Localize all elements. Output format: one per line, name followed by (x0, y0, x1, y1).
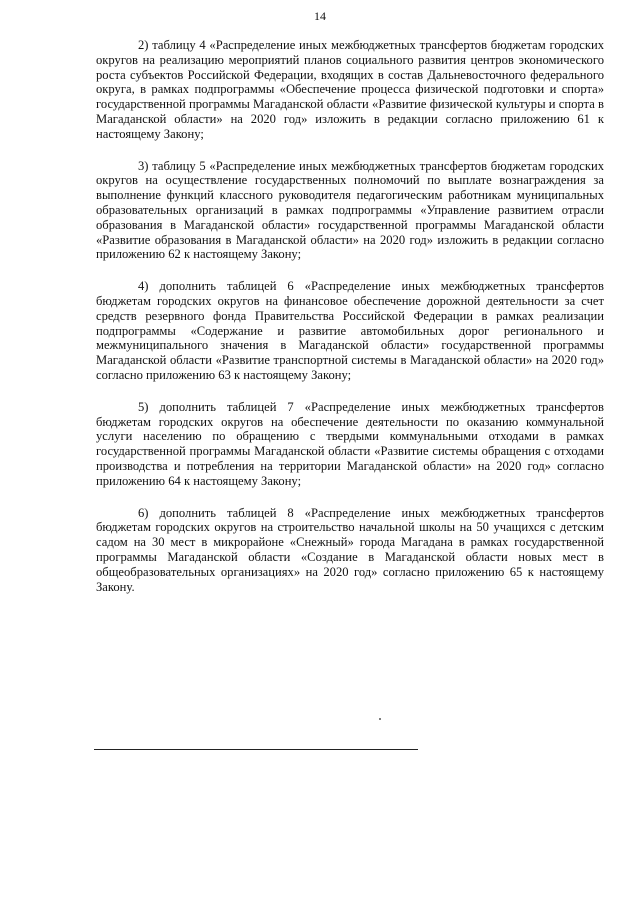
scan-speck (379, 718, 381, 720)
paragraph-item-5: 5) дополнить таблицей 7 «Распределение иных межбюджетных трансфертов бюджетам городских округов на обеспечение деятельности по оказанию коммунальной услуги населению по обращению с твердыми коммунальными отходами в рамках государственной программы Магаданской области «Развитие системы обращения с отходами производства и потребления на территории Магаданской области» на 2020 год» согласно приложению 64 к настоящему Закону; (96, 399, 604, 488)
page-number: 14 (314, 9, 326, 23)
paragraph-item-6: 6) дополнить таблицей 8 «Распределение иных межбюджетных трансфертов бюджетам городских округов на строительство начальной школы на 50 учащихся с детским садом на 30 мест в микрорайоне «Снежный» города Магадана в рамках государственной программы Магаданской области «Создание в Магаданской области новых мест в общеобразовательных организациях» на 2020 год» согласно приложению 65 к настоящему Закону. (96, 505, 604, 594)
footnote-separator-line (94, 749, 418, 750)
paragraph-item-3: 3) таблицу 5 «Распределение иных межбюджетных трансфертов бюджетам городских округов на осуществление государственных полномочий по выплате вознаграждения за выполнение функций классного руководителя педагогическим работникам муниципальных образовательных организаций в рамках подпрограммы «Управление развитием отрасли образования в Магаданской области» государственной программы Магаданской области «Развитие образования в Магаданской области» на 2020 год» изложить в редакции согласно приложению 62 к настоящему Закону; (96, 158, 604, 262)
paragraph-item-4: 4) дополнить таблицей 6 «Распределение иных межбюджетных трансфертов бюджетам городских округов на финансовое обеспечение дорожной деятельности за счет средств резервного фонда Правительства Российской Федерации в рамках реализации подпрограммы «Содержание и развитие автомобильных дорог регионального и межмуниципального значения в Магаданской области» государственной программы Магаданской области «Развитие транспортной системы в Магаданской области» на 2020 год» согласно приложению 63 к настоящему Закону; (96, 279, 604, 382)
document-body (96, 38, 604, 611)
paragraph-item-2: 2) таблицу 4 «Распределение иных межбюджетных трансфертов бюджетам городских округов на реализацию мероприятий планов социального развития центров экономического роста субъектов Российской Федерации, входящих в состав Дальневосточного федерального округа, в рамках подпрограммы «Обеспечение процесса физической подготовки и спорта» государственной программы Магаданской области «Развитие физической культуры и спорта в Магаданской области» на 2020 год» изложить в редакции согласно приложению 61 к настоящему Закону; (96, 38, 604, 141)
